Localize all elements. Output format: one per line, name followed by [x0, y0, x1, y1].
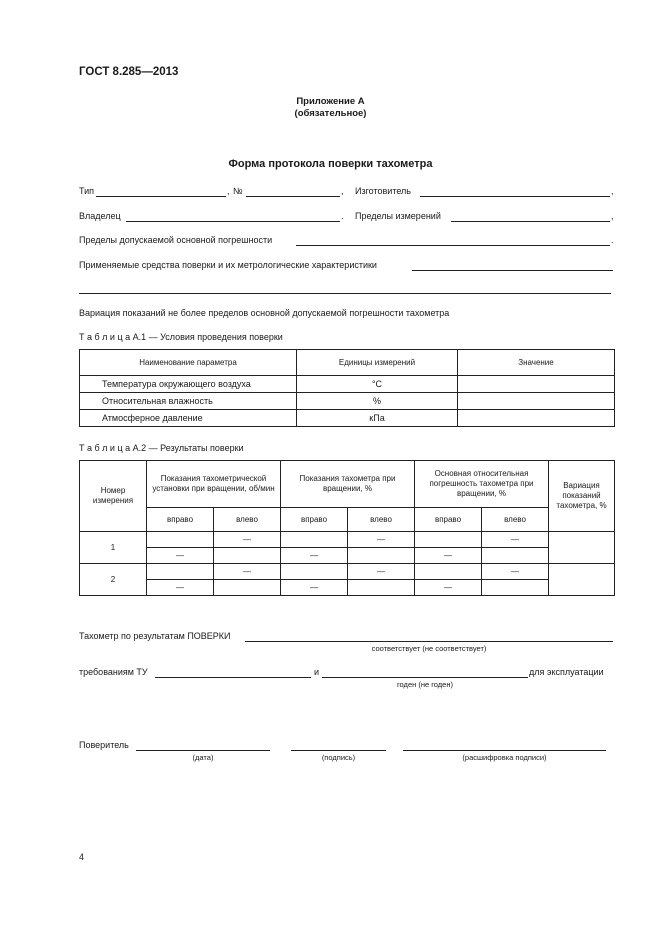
fitness-field[interactable]: [322, 677, 528, 678]
table2-caption: Т а б л и ц а А.2 — Результаты поверки: [79, 443, 244, 453]
owner-label: Владелец: [79, 211, 121, 221]
table-header-row: [80, 350, 615, 376]
parameter-value[interactable]: [458, 393, 615, 410]
subheader-right: вправо: [147, 508, 214, 532]
page-number: 4: [79, 852, 85, 862]
date-field[interactable]: [136, 750, 270, 751]
results-table: [79, 460, 615, 596]
error-limits-label: Пределы допускаемой основной погрешности: [79, 235, 273, 245]
cell-dash: —: [482, 564, 549, 580]
cell-dash: —: [281, 580, 348, 596]
cell-error-right[interactable]: [415, 564, 482, 580]
cell-install-right[interactable]: [147, 564, 214, 580]
parameter-unit: %: [297, 393, 458, 410]
variation-text: Вариация показаний не более пределов основной допускаемой погрешности тахометра: [79, 308, 450, 318]
cell-dash: —: [348, 564, 415, 580]
subheader-left: влево: [348, 508, 415, 532]
table-header-row: [80, 461, 615, 508]
parameter-value[interactable]: [458, 376, 615, 393]
conclusion-caption: соответствует (не соответствует): [371, 644, 487, 653]
cell-variation[interactable]: [549, 564, 615, 596]
table-row: [80, 410, 615, 427]
owner-field[interactable]: [126, 221, 340, 222]
comma: ,: [341, 186, 344, 196]
table-row: [80, 393, 615, 410]
column-header-error: Основная относительная погрешность тахометра при вращении, %: [415, 461, 549, 508]
column-header: Единицы измерений: [297, 350, 458, 376]
cell-tacho-right[interactable]: [281, 532, 348, 548]
column-header-variation: Вариация показаний тахометра, %: [549, 461, 615, 532]
cell-install-right[interactable]: [147, 532, 214, 548]
column-header: Значение: [458, 350, 615, 376]
cell-dash: —: [214, 532, 281, 548]
subheader-left: влево: [214, 508, 281, 532]
table-row: [80, 564, 615, 580]
table-row: [80, 580, 615, 596]
appendix-subtitle: (обязательное): [294, 108, 367, 119]
type-field[interactable]: [96, 196, 226, 197]
appendix-title: Приложение А: [296, 96, 365, 107]
manufacturer-field[interactable]: [420, 196, 610, 197]
cell-install-left[interactable]: [214, 580, 281, 596]
type-label: Тип: [79, 186, 95, 196]
cell-tacho-right[interactable]: [281, 564, 348, 580]
table-row: [80, 376, 615, 393]
verifier-label: Поверитель: [79, 740, 129, 750]
cell-error-left[interactable]: [482, 580, 549, 596]
parameter-name: Атмосферное давление: [80, 410, 297, 427]
cell-dash: —: [415, 548, 482, 564]
fitness-caption: годен (не годен): [396, 680, 453, 689]
cell-tacho-left[interactable]: [348, 580, 415, 596]
range-label: Пределы измерений: [355, 211, 441, 221]
cell-error-left[interactable]: [482, 548, 549, 564]
usage-text: для эксплуатации: [529, 667, 604, 677]
cell-tacho-left[interactable]: [348, 548, 415, 564]
parameter-unit: °С: [297, 376, 458, 393]
cell-variation[interactable]: [549, 532, 615, 564]
signature-field[interactable]: [291, 750, 386, 751]
cell-dash: —: [147, 580, 214, 596]
measurement-number: 1: [80, 532, 147, 564]
period: .: [341, 211, 344, 221]
conditions-table: [79, 349, 615, 427]
column-header-install: Показания тахометрической установки при вращении, об/мин: [147, 461, 281, 508]
tu-label: требованиям ТУ: [79, 667, 148, 677]
cell-dash: —: [415, 580, 482, 596]
signature-caption: (подпись): [321, 753, 356, 762]
signature-decode-field[interactable]: [403, 750, 606, 751]
comma: ,: [611, 211, 614, 221]
table-subheader-row: [80, 508, 615, 532]
cell-install-left[interactable]: [214, 548, 281, 564]
column-header-number: Номер измерения: [80, 461, 147, 532]
cell-dash: —: [214, 564, 281, 580]
range-field[interactable]: [451, 221, 610, 222]
table1-caption: Т а б л и ц а А.1 — Условия проведения поверки: [79, 332, 283, 342]
number-label: №: [233, 186, 243, 196]
parameter-name: Температура окружающего воздуха: [80, 376, 297, 393]
number-field[interactable]: [246, 196, 340, 197]
manufacturer-label: Изготовитель: [355, 186, 411, 196]
subheader-right: вправо: [281, 508, 348, 532]
period: .: [611, 235, 614, 245]
subheader-right: вправо: [415, 508, 482, 532]
conclusion-field[interactable]: [245, 641, 613, 642]
signature-decode-caption: (расшифровка подписи): [462, 753, 547, 762]
table-row: [80, 532, 615, 548]
cell-dash: —: [281, 548, 348, 564]
error-limits-field[interactable]: [296, 245, 610, 246]
document-id: ГОСТ 8.285—2013: [79, 66, 179, 78]
comma: ,: [611, 186, 614, 196]
parameter-name: Относительная влажность: [80, 393, 297, 410]
conclusion-label: Тахометр по результатам ПОВЕРКИ: [79, 631, 231, 641]
parameter-value[interactable]: [458, 410, 615, 427]
comma: ,: [227, 186, 230, 196]
means-label: Применяемые средства поверки и их метрологические характеристики: [79, 260, 377, 270]
cell-dash: —: [348, 532, 415, 548]
date-caption: (дата): [192, 753, 214, 762]
means-field[interactable]: [412, 270, 613, 271]
table-row: [80, 548, 615, 564]
tu-field[interactable]: [155, 677, 311, 678]
cell-error-right[interactable]: [415, 532, 482, 548]
cell-dash: —: [482, 532, 549, 548]
column-header-tacho: Показания тахометра при вращении, %: [281, 461, 415, 508]
column-header: Наименование параметра: [80, 350, 297, 376]
form-title: Форма протокола поверки тахометра: [228, 158, 433, 170]
and-text: и: [314, 667, 320, 677]
subheader-left: влево: [482, 508, 549, 532]
cell-dash: —: [147, 548, 214, 564]
means-field-continuation[interactable]: [79, 293, 611, 294]
parameter-unit: кПа: [297, 410, 458, 427]
measurement-number: 2: [80, 564, 147, 596]
